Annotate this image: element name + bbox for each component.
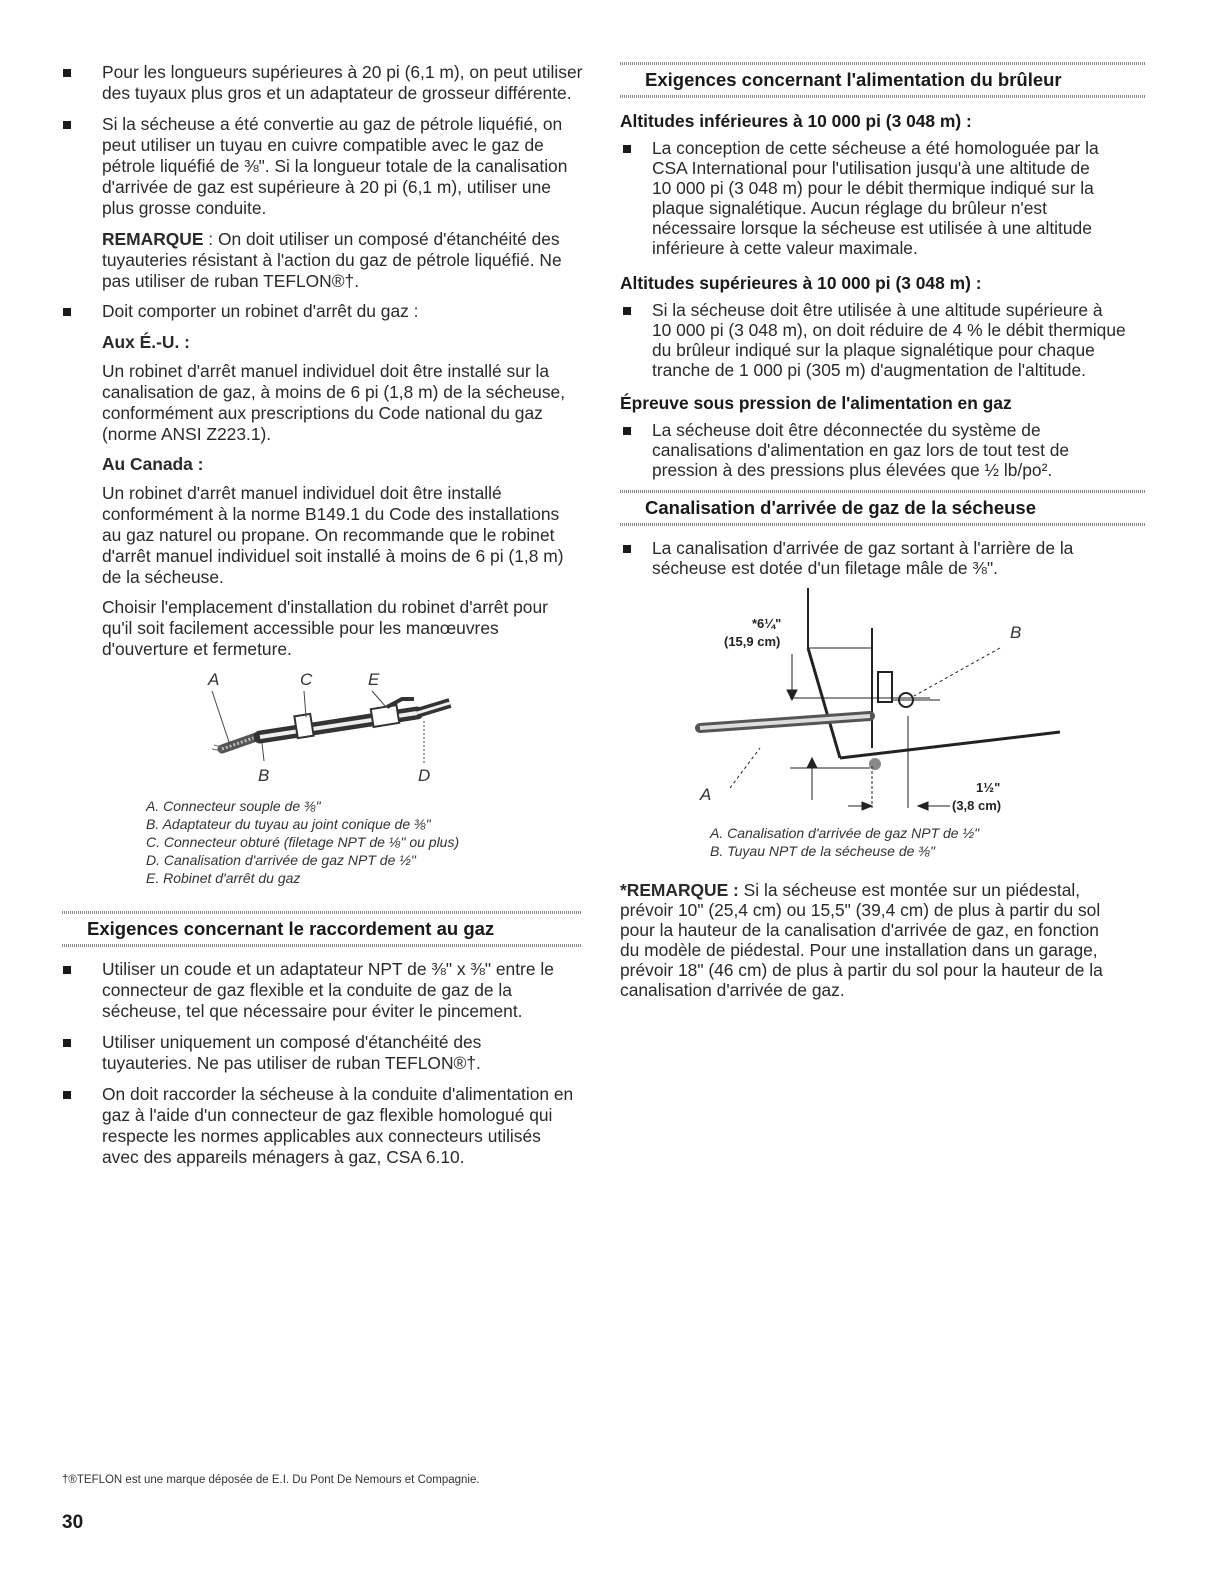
page-number: 30 bbox=[62, 1512, 84, 1533]
section-rule bbox=[620, 523, 1145, 526]
bullet-icon bbox=[63, 69, 71, 77]
text-line: prévoir 18" (46 cm) de plus à partir du sol pour la hauteur de la bbox=[620, 960, 1103, 980]
caption-line: A. Connecteur souple de ⅜" bbox=[146, 798, 321, 814]
text-line: On doit raccorder la sécheuse à la conduite d'alimentation en bbox=[102, 1084, 574, 1104]
text-line: tuyauteries résistant à l'action du gaz de pétrole liquéfié. Ne bbox=[102, 250, 562, 270]
fig2-caption bbox=[710, 824, 1145, 860]
dryer-gas-inlet-diagram bbox=[660, 588, 1080, 818]
text-line: Pour les longueurs supérieures à 20 pi (6,1 m), on peut utiliser bbox=[102, 62, 583, 82]
list-item bbox=[62, 1084, 582, 1168]
text-line: 10 000 pi (3 048 m), on doit réduire de 4 % le débit thermique bbox=[652, 320, 1126, 340]
text-line: Utiliser uniquement un composé d'étanchéité des bbox=[102, 1032, 482, 1052]
text-line: conformément aux prescriptions du Code national du gaz bbox=[102, 403, 543, 423]
text-line: tuyauteries. Ne pas utiliser de ruban TEFLON®†. bbox=[102, 1053, 481, 1073]
caption-line: D. Canalisation d'arrivée de gaz NPT de ½" bbox=[146, 852, 416, 868]
section-title-text: Canalisation d'arrivée de gaz de la sécheuse bbox=[645, 497, 1037, 518]
fig2-label-b: B bbox=[1010, 623, 1022, 642]
text-line: Choisir l'emplacement d'installation du robinet d'arrêt pour bbox=[102, 597, 548, 617]
text-line: respecte les normes applicables aux connecteurs utilisés bbox=[102, 1126, 541, 1146]
list-item bbox=[620, 420, 1145, 480]
text-line: peut utiliser un tuyau en cuivre compatible avec le gaz de bbox=[102, 135, 544, 155]
text-line: inférieure à cette valeur maximale. bbox=[652, 238, 918, 258]
bullet-icon bbox=[63, 1091, 71, 1099]
bullet-icon bbox=[623, 427, 631, 435]
text-line: d'ouverture et fermeture. bbox=[102, 639, 292, 659]
altitude-low-heading: Altitudes inférieures à 10 000 pi (3 048 m) : bbox=[620, 111, 972, 131]
section-rule bbox=[620, 490, 1145, 493]
text-line: (norme ANSI Z223.1). bbox=[102, 424, 272, 444]
fig1-label-c: C bbox=[300, 670, 313, 689]
text-line: qu'il soit facilement accessible pour les manœuvres bbox=[102, 618, 499, 638]
text-line: sécheuse, tel que nécessaire pour éviter le pincement. bbox=[102, 1001, 523, 1021]
text-line: canalisation d'arrivée de gaz. bbox=[620, 980, 845, 1000]
dryer-cabinet-shape bbox=[808, 588, 1060, 758]
usa-heading: Aux É.-U. : bbox=[102, 332, 190, 352]
text-line: de la sécheuse. bbox=[102, 567, 224, 587]
bullet-icon bbox=[63, 1039, 71, 1047]
text-line: canalisations d'alimentation en gaz lors de tout test de bbox=[652, 440, 1070, 460]
canada-heading: Au Canada : bbox=[102, 454, 204, 474]
usa-paragraph bbox=[62, 361, 582, 445]
section-rule bbox=[62, 911, 582, 914]
choose-paragraph bbox=[62, 597, 582, 660]
caption-line: B. Tuyau NPT de la sécheuse de ⅜" bbox=[710, 843, 935, 859]
text-line: Utiliser un coude et un adaptateur NPT de ⅜" x ⅜" entre le bbox=[102, 959, 554, 979]
list-item bbox=[62, 62, 582, 104]
fig1-caption bbox=[146, 797, 582, 887]
altitude-high-heading: Altitudes supérieures à 10 000 pi (3 048 m) : bbox=[620, 273, 982, 293]
text-line: sécheuse est dotée d'un filetage mâle de ⅜". bbox=[652, 558, 998, 578]
fig1-label-a: A bbox=[208, 670, 220, 689]
fig2-label-a: A bbox=[700, 785, 712, 804]
caption-line: B. Adaptateur du tuyau au joint conique de ⅜" bbox=[146, 816, 431, 832]
section-rule bbox=[62, 944, 582, 947]
remarque-note bbox=[62, 229, 582, 292]
text-line: 10 000 pi (3 048 m) pour le débit thermique indiqué sur la bbox=[652, 178, 1094, 198]
text-line: pétrole liquéfié de ⅜". Si la longueur totale de la canalisation bbox=[102, 156, 568, 176]
section-title-text: Exigences concernant l'alimentation du brûleur bbox=[645, 69, 1062, 90]
text-line: La canalisation d'arrivée de gaz sortant à l'arrière de la bbox=[652, 538, 1074, 558]
bullet-icon bbox=[63, 121, 71, 129]
text-line: conformément à la norme B149.1 du Code des installations bbox=[102, 504, 560, 524]
caption-line: C. Connecteur obturé (filetage NPT de ⅛" ou plus) bbox=[146, 834, 460, 850]
text-line: : On doit utiliser un composé d'étanchéité des bbox=[203, 229, 560, 249]
text-line: Si la sécheuse est montée sur un piédestal, bbox=[738, 880, 1081, 900]
section-rule bbox=[620, 95, 1145, 98]
list-item bbox=[62, 114, 582, 219]
pipe-assembly-shape bbox=[260, 699, 450, 738]
text-line: pour la hauteur de la canalisation d'arrivée de gaz, en fonction bbox=[620, 920, 1099, 940]
gas-inlet-fitting-shape bbox=[878, 672, 940, 707]
text-line: Un robinet d'arrêt manuel individuel doit être installé bbox=[102, 483, 502, 503]
list-item bbox=[620, 538, 1145, 578]
bullet-icon bbox=[63, 308, 71, 316]
text-line: pas utiliser de ruban TEFLON®†. bbox=[102, 271, 360, 291]
fig2-dim1-metric: (15,9 cm) bbox=[724, 634, 781, 649]
fig2-dim2-metric: (3,8 cm) bbox=[952, 798, 1002, 813]
text-line: pression à des pressions plus élevées que ½ lb/po². bbox=[652, 460, 1053, 480]
section-rule bbox=[620, 62, 1145, 65]
gas-supply-pipe-shape bbox=[700, 716, 881, 770]
text-line: Doit comporter un robinet d'arrêt du gaz : bbox=[102, 301, 419, 321]
text-line: au gaz naturel ou propane. On recommande que le robinet bbox=[102, 525, 555, 545]
text-line: nécessaire lorsque la sécheuse est utilisée à une altitude bbox=[652, 218, 1092, 238]
text-line: canalisation de gaz, à moins de 6 pi (1,8 m) de la sécheuse, bbox=[102, 382, 566, 402]
text-line: Un robinet d'arrêt manuel individuel doit être installé sur la bbox=[102, 361, 550, 381]
text-line: du modèle de piédestal. Pour une installation dans un garage, bbox=[620, 940, 1098, 960]
text-line: plaque signalétique. Aucun réglage du brûleur n'est bbox=[652, 198, 1047, 218]
fig2-dim1: *6¼" bbox=[752, 616, 782, 631]
teflon-footnote: †®TEFLON est une marque déposée de E.I. Du Pont De Nemours et Compagnie. bbox=[62, 1474, 480, 1486]
fig1-label-b: B bbox=[258, 766, 270, 785]
fig2-dimension-lines bbox=[730, 648, 1000, 810]
caption-line: A. Canalisation d'arrivée de gaz NPT de ½" bbox=[710, 825, 980, 841]
text-line: La conception de cette sécheuse a été homologuée par la bbox=[652, 138, 1099, 158]
list-item bbox=[62, 959, 582, 1022]
section-title-raccordement bbox=[62, 911, 582, 947]
remarque-label: REMARQUE bbox=[102, 229, 204, 249]
pedestal-note bbox=[620, 880, 1145, 1000]
fig1-label-d: D bbox=[418, 766, 431, 785]
bullet-icon bbox=[623, 307, 631, 315]
section-title-canalisation bbox=[620, 490, 1145, 526]
pressure-test-heading: Épreuve sous pression de l'alimentation en gaz bbox=[620, 393, 1012, 413]
text-line: gaz à l'aide d'un connecteur de gaz flexible homologué qui bbox=[102, 1105, 553, 1125]
text-line: d'arrivée de gaz est supérieure à 20 pi (6,1 m), utiliser une bbox=[102, 177, 551, 197]
list-item bbox=[62, 301, 582, 322]
text-line: avec des appareils ménagers à gaz, CSA 6.10. bbox=[102, 1147, 465, 1167]
caption-line: E. Robinet d'arrêt du gaz bbox=[146, 870, 301, 886]
text-line: d'arrêt manuel individuel soit installé à moins de 6 pi (1,8 m) bbox=[102, 546, 564, 566]
text-line: La sécheuse doit être déconnectée du système de bbox=[652, 420, 1041, 440]
text-line: tranche de 1 000 pi (305 m) d'augmentation de l'altitude. bbox=[652, 360, 1086, 380]
text-line: connecteur de gaz flexible et la conduite de gaz de la bbox=[102, 980, 512, 1000]
right-column bbox=[620, 62, 1145, 1000]
bullet-icon bbox=[623, 545, 631, 553]
shutoff-valve-diagram bbox=[192, 669, 492, 787]
section-title-alimentation bbox=[620, 62, 1145, 98]
left-column bbox=[62, 62, 582, 1178]
note-label: *REMARQUE : bbox=[620, 880, 739, 900]
text-line: Si la sécheuse a été convertie au gaz de pétrole liquéfié, on bbox=[102, 114, 563, 134]
text-line: CSA International pour l'utilisation jusqu'à une altitude de bbox=[652, 158, 1090, 178]
list-item bbox=[620, 300, 1145, 380]
fig1-label-e: E bbox=[368, 670, 380, 689]
bullet-icon bbox=[63, 966, 71, 974]
section-title-text: Exigences concernant le raccordement au gaz bbox=[87, 918, 495, 939]
bullet-icon bbox=[623, 145, 631, 153]
text-line: du brûleur indiqué sur la plaque signalétique pour chaque bbox=[652, 340, 1095, 360]
text-line: plus grosse conduite. bbox=[102, 198, 267, 218]
text-line: prévoir 10" (25,4 cm) ou 15,5" (39,4 cm) de plus à partir du sol bbox=[620, 900, 1101, 920]
list-item bbox=[620, 138, 1145, 258]
text-line: des tuyaux plus gros et un adaptateur de grosseur différente. bbox=[102, 83, 572, 103]
list-item bbox=[62, 1032, 582, 1074]
canada-paragraph bbox=[62, 483, 582, 588]
fig2-dim2: 1½" bbox=[976, 780, 1001, 795]
text-line: Si la sécheuse doit être utilisée à une altitude supérieure à bbox=[652, 300, 1103, 320]
